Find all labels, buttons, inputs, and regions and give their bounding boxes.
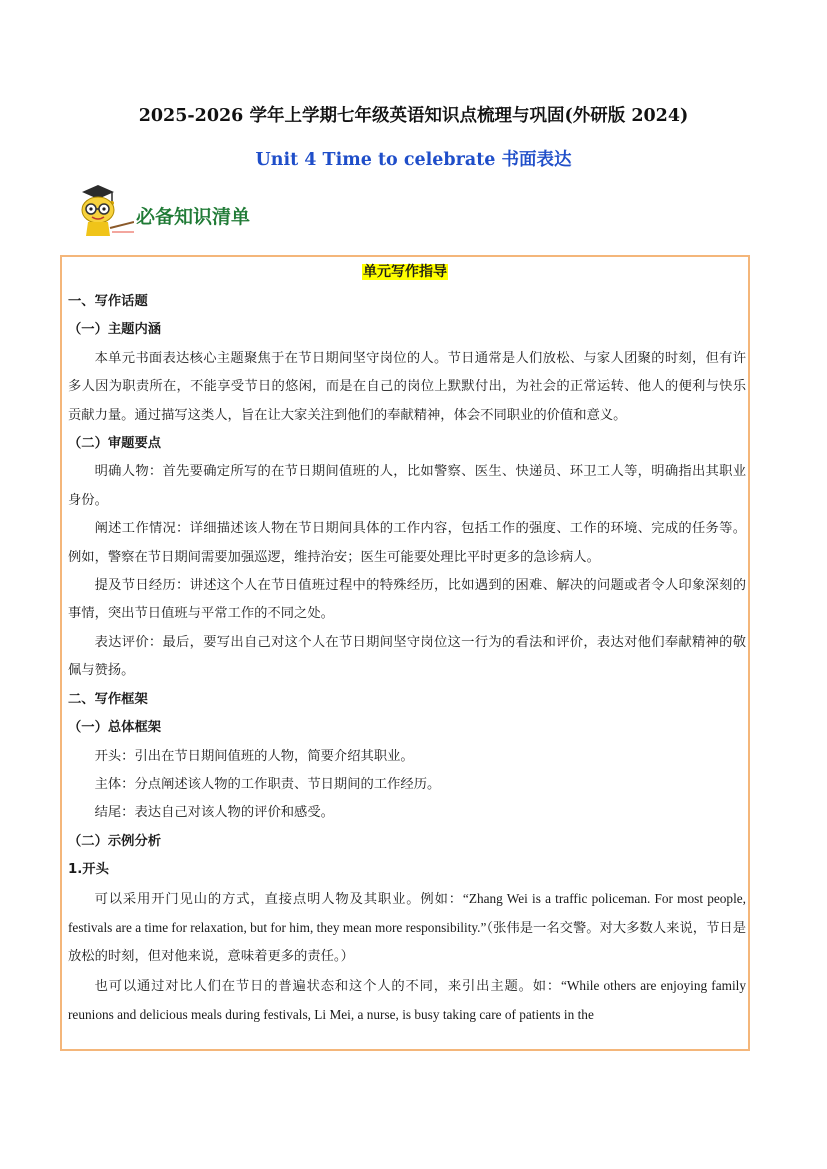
heading-opening: 1.开头 [68,862,109,878]
document-title: 2025-2026 学年上学期七年级英语知识点梳理与巩固(外研版 2024) [138,106,689,126]
paragraph-character: 明确人物：首先要确定所写的在节日期间值班的人，比如警察、医生、快递员、环卫工人等，明确指出其职业身份。 [68,464,746,508]
heading-writing-framework: 二、写作框架 [68,691,148,707]
heading-key-points: （二）审题要点 [68,436,162,452]
section-header [76,182,376,240]
heading-theme: （一）主题内涵 [68,322,162,338]
framework-body: 主体：分点阐述该人物的工作职责、节日期间的工作经历。 [94,776,441,792]
paragraph-theme: 本单元书面表达核心主题聚焦于在节日期间坚守岗位的人。节日通常是人们放松、与家人团聚的时刻，但有许多人因为职责所在，不能享受节日的悠闲，而是在自己的岗位上默默付出，为社会的正常运转、他人的便利与快乐贡献力量。通过描写这类人，旨在让大家关注到他们的奉献精神，体会不同职业的价值和意义。 [68,350,746,423]
heading-overall-framework: （一）总体框架 [68,720,162,736]
framework-ending: 结尾：表达自己对该人物的评价和感受。 [94,805,334,821]
heading-writing-topic: 一、写作话题 [68,294,148,309]
framework-opening: 开头：引出在节日期间值班的人物，简要介绍其职业。 [94,748,414,764]
writing-guide-box [60,255,750,1051]
paragraph-work: 阐述工作情况：详细描述该人物在节日期间具体的工作内容，包括工作的强度、工作的环境、完成的任务等。例如，警察在节日期间需要加强巡逻，维持治安；医生可能要处理比平时更多的急诊病人。 [68,521,746,565]
paragraph-opening-example: 可以采用开门见山的方式，直接点明人物及其职业。例如：“Zhang Wei is a traffic policeman. For most people, festivals are a time for relaxation, but for him, they mean more responsibility.”（张伟是一名交警。对大多数人来说，节日是放松的时刻，但对他来说，意味着更多的责任。） [68,890,746,965]
section-heading: 必备知识清单 [136,206,251,228]
document-subtitle: Unit 4 Time to celebrate 书面表达 [255,150,572,170]
graduate-mascot-icon [76,182,134,238]
paragraph-contrast-example: 也可以通过对比人们在节日的普遍状态和这个人的不同，来引出主题。如：“While others are enjoying family reunions and delicious meals during festivals, Li Mei, a nurse, is busy taking care of patients in the [68,977,746,1023]
paragraph-evaluation: 表达评价：最后，要写出自己对这个人在节日期间坚守岗位这一行为的看法和评价，表达对他们奉献精神的敬佩与赞扬。 [68,634,746,679]
guide-content [68,288,746,1031]
box-title: 单元写作指导 [363,264,447,280]
heading-example-analysis: （二）示例分析 [68,833,162,849]
paragraph-experience: 提及节日经历：讲述这个人在节日值班过程中的特殊经历，比如遇到的困难、解决的问题或者令人印象深刻的事情，突出节日值班与平常工作的不同之处。 [68,578,746,622]
